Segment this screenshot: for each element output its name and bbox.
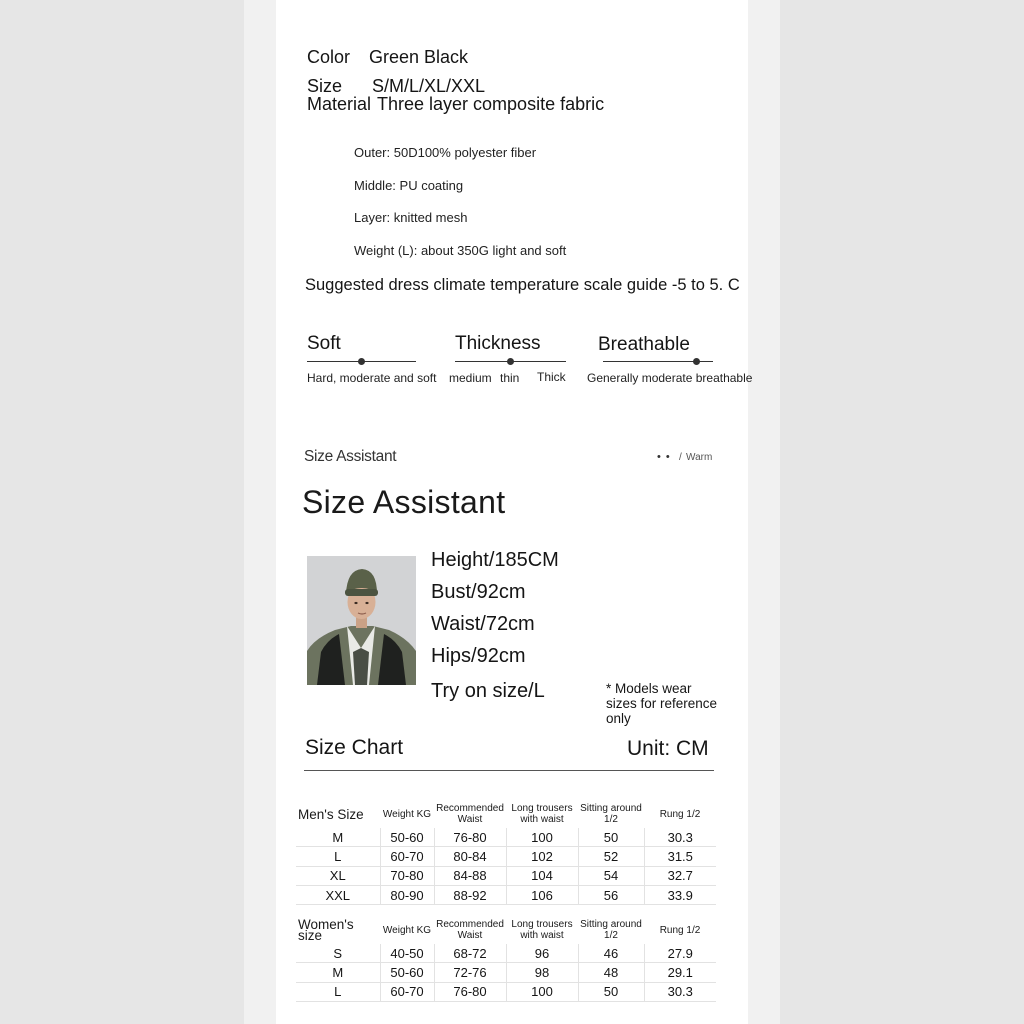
size-value: S/M/L/XL/XXL <box>372 76 486 96</box>
value-cell: 46 <box>578 944 644 963</box>
size-cell: XL <box>296 866 380 885</box>
value-cell: 96 <box>506 944 578 963</box>
material-value: Three layer composite fabric <box>377 94 605 114</box>
mens-table-row <box>296 885 716 904</box>
scale-breathable-dot <box>693 358 700 365</box>
size-assistant-title: Size Assistant <box>302 484 506 520</box>
value-cell: 76-80 <box>434 828 506 847</box>
scale-breathable-title: Breathable <box>598 334 690 355</box>
mens-col-sitting: Sitting around 1/2 <box>580 803 642 825</box>
size-cell: M <box>296 828 380 847</box>
mens-col-waist: Recommended Waist <box>436 803 504 825</box>
value-cell: 48 <box>578 963 644 982</box>
womens-col-waist: Recommended Waist <box>436 919 504 941</box>
size-chart-title: Size Chart <box>305 736 404 759</box>
measure-try-on-size: Try on size/L <box>431 680 545 702</box>
value-cell: 50-60 <box>380 963 434 982</box>
measure-height: Height/185CM <box>431 549 559 571</box>
value-cell: 106 <box>506 885 578 904</box>
mens-table-row <box>296 847 716 866</box>
size-cell: M <box>296 963 380 982</box>
value-cell: 70-80 <box>380 866 434 885</box>
womens-col-sitting: Sitting around 1/2 <box>580 919 642 941</box>
right-background <box>780 0 1024 1024</box>
nav-dots: • • <box>657 451 671 463</box>
scale-breathable-label: Generally moderate breathable <box>587 371 753 385</box>
nav-label-warm: Warm <box>686 452 713 463</box>
value-cell: 60-70 <box>380 982 434 1001</box>
womens-table-row <box>296 944 716 963</box>
value-cell: 80-90 <box>380 885 434 904</box>
womens-size-table <box>296 916 716 1002</box>
model-photo <box>307 556 416 685</box>
value-cell: 72-76 <box>434 963 506 982</box>
womens-table-row <box>296 982 716 1001</box>
value-cell: 31.5 <box>644 847 716 866</box>
scale-soft-dot <box>358 358 365 365</box>
size-assistant-small-title: Size Assistant <box>304 448 397 465</box>
measure-bust: Bust/92cm <box>431 581 526 603</box>
value-cell: 56 <box>578 885 644 904</box>
mens-col-trousers: Long trousers with waist <box>511 803 573 825</box>
value-cell: 84-88 <box>434 866 506 885</box>
value-cell: 40-50 <box>380 944 434 963</box>
scale-thickness-label-medium: medium <box>449 371 492 385</box>
mens-table-row <box>296 866 716 885</box>
value-cell: 60-70 <box>380 847 434 866</box>
value-cell: 29.1 <box>644 963 716 982</box>
scale-thickness-dot <box>507 358 514 365</box>
right-border-strip <box>748 0 780 1024</box>
size-cell: S <box>296 944 380 963</box>
left-background <box>0 0 244 1024</box>
value-cell: 80-84 <box>434 847 506 866</box>
value-cell: 88-92 <box>434 885 506 904</box>
scale-thickness-title: Thickness <box>455 333 541 354</box>
scale-thickness-label-thick: Thick <box>537 370 566 384</box>
fabric-note-layer: Layer: knitted mesh <box>354 210 468 225</box>
value-cell: 76-80 <box>434 982 506 1001</box>
size-cell: XXL <box>296 885 380 904</box>
size-chart-unit: Unit: CM <box>627 737 709 760</box>
mens-table-row <box>296 828 716 847</box>
value-cell: 30.3 <box>644 828 716 847</box>
womens-table-row <box>296 963 716 982</box>
fabric-note-middle: Middle: PU coating <box>354 178 464 193</box>
value-cell: 100 <box>506 828 578 847</box>
fabric-note-weight: Weight (L): about 350G light and soft <box>354 243 567 258</box>
scale-soft-label: Hard, moderate and soft <box>307 371 437 385</box>
womens-col-weight: Weight KG <box>382 924 432 936</box>
measure-hips: Hips/92cm <box>431 645 526 667</box>
value-cell: 30.3 <box>644 982 716 1001</box>
value-cell: 102 <box>506 847 578 866</box>
model-reference-note: * Models wear sizes for reference only <box>606 681 718 726</box>
value-cell: 52 <box>578 847 644 866</box>
left-border-strip <box>244 0 276 1024</box>
scale-soft-title: Soft <box>307 333 341 354</box>
value-cell: 27.9 <box>644 944 716 963</box>
mens-col-weight: Weight KG <box>382 808 432 820</box>
value-cell: 100 <box>506 982 578 1001</box>
value-cell: 50-60 <box>380 828 434 847</box>
value-cell: 104 <box>506 866 578 885</box>
size-cell: L <box>296 982 380 1001</box>
value-cell: 32.7 <box>644 866 716 885</box>
color-label: Color <box>307 47 351 67</box>
model-illustration <box>307 556 416 685</box>
scale-thickness-label-thin: thin <box>500 371 520 385</box>
value-cell: 98 <box>506 963 578 982</box>
value-cell: 68-72 <box>434 944 506 963</box>
fabric-note-outer: Outer: 50D100% polyester fiber <box>354 145 537 160</box>
measure-waist: Waist/72cm <box>431 613 535 635</box>
value-cell: 50 <box>578 828 644 847</box>
size-cell: L <box>296 847 380 866</box>
climate-guide: Suggested dress climate temperature scale guide -5 to 5. C <box>305 276 740 294</box>
womens-size-label: Women's size <box>298 917 354 943</box>
material-label: Material <box>307 94 372 114</box>
value-cell: 54 <box>578 866 644 885</box>
womens-col-rung: Rung 1/2 <box>659 924 701 936</box>
value-cell: 50 <box>578 982 644 1001</box>
size-label: Size <box>307 76 343 96</box>
value-cell: 33.9 <box>644 885 716 904</box>
womens-col-trousers: Long trousers with waist <box>511 919 573 941</box>
mens-size-table <box>296 800 716 905</box>
nav-separator: / <box>679 452 682 463</box>
color-value: Green Black <box>369 47 469 67</box>
mens-size-label: Men's Size <box>298 806 364 822</box>
size-chart-divider <box>304 770 714 771</box>
mens-col-rung: Rung 1/2 <box>659 808 701 820</box>
